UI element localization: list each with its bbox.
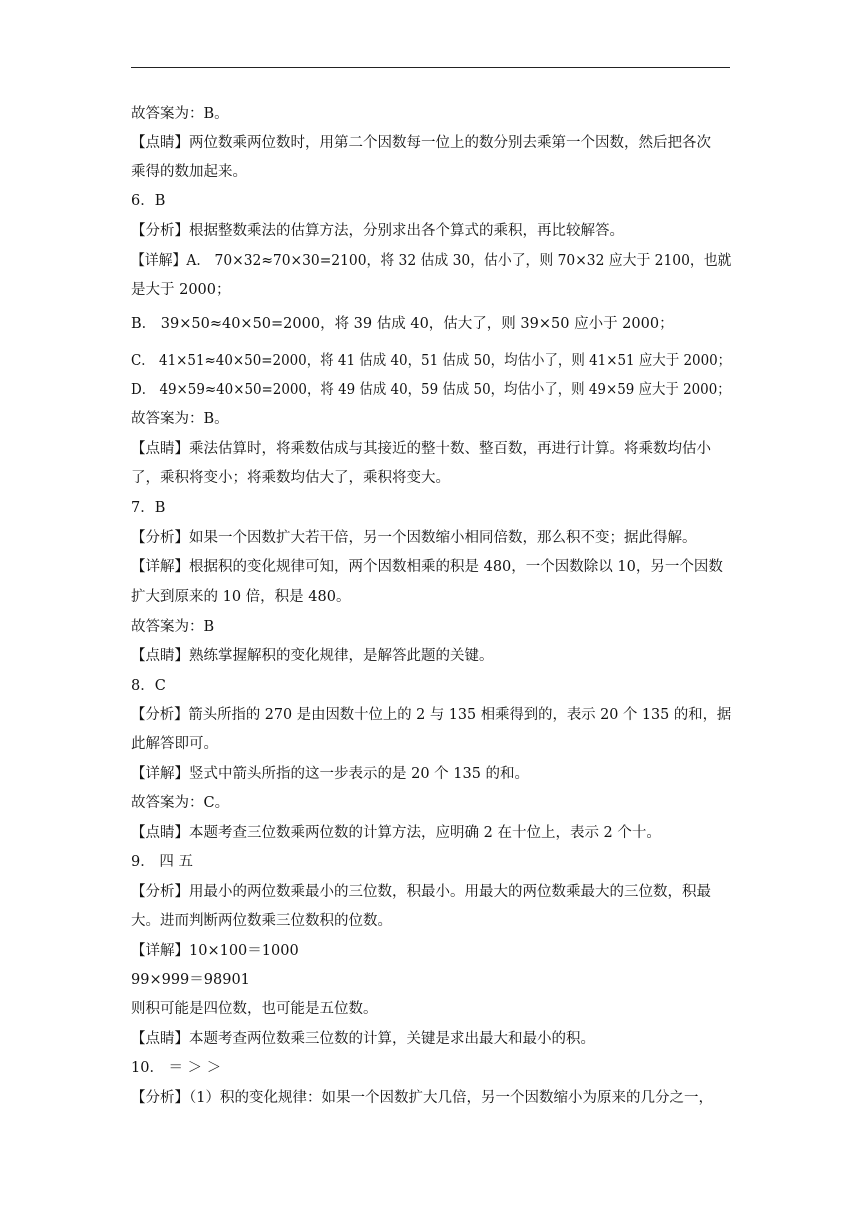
text-line: 9． 四 五 bbox=[131, 854, 193, 870]
text-line: 【分析】箭头所指的 270 是由因数十位上的 2 与 135 相乘得到的，表示 20 个 135 的和，据 bbox=[131, 707, 732, 723]
text-line: 【分析】根据整数乘法的估算方法，分别求出各个算式的乘积，再比较解答。 bbox=[131, 223, 624, 239]
text-line: 【点睛】熟练掌握解积的变化规律，是解答此题的关键。 bbox=[131, 648, 494, 664]
text-line: 了，乘积将变小；将乘数均估大了，乘积将变大。 bbox=[131, 470, 450, 486]
text-line: D． 49×59≈40×50=2000，将 49 估成 40，59 估成 50，均估小了，则 49×59 应大于 2000； bbox=[131, 382, 731, 398]
text-line: 故答案为：B。 bbox=[131, 106, 229, 122]
text-line: 【详解】A． 70×32≈70×30=2100，将 32 估成 30，估小了，则 70×32 应大于 2100，也就 bbox=[131, 253, 732, 269]
text-line: 【分析】（1）积的变化规律：如果一个因数扩大几倍，另一个因数缩小为原来的几分之一， bbox=[131, 1090, 713, 1106]
text-line: 【分析】用最小的两位数乘最小的三位数，积最小。用最大的两位数乘最大的三位数，积最 bbox=[131, 884, 711, 900]
text-line: 故答案为：B bbox=[131, 619, 215, 635]
text-line: 6．B bbox=[131, 193, 166, 209]
text-line: 则积可能是四位数，也可能是五位数。 bbox=[131, 1001, 378, 1017]
header-rule bbox=[131, 67, 730, 68]
text-line: 99×999＝98901 bbox=[131, 972, 250, 988]
text-line: 【详解】竖式中箭头所指的这一步表示的是 20 个 135 的和。 bbox=[131, 766, 530, 782]
text-line: C． 41×51≈40×50=2000，将 41 估成 40，51 估成 50，均估小了，则 41×51 应大于 2000； bbox=[131, 353, 732, 369]
text-line: 【点睛】本题考查三位数乘两位数的计算方法，应明确 2 在十位上，表示 2 个十。 bbox=[131, 825, 661, 841]
text-line: B． 39×50≈40×50=2000，将 39 估成 40，估大了，则 39×50 应小于 2000； bbox=[131, 316, 674, 332]
text-line: 【点睛】乘法估算时，将乘数估成与其接近的整十数、整百数，再进行计算。将乘数均估小 bbox=[131, 441, 711, 457]
text-line: 此解答即可。 bbox=[131, 736, 218, 752]
text-line: 【详解】根据积的变化规律可知，两个因数相乘的积是 480，一个因数除以 10，另一个因数 bbox=[131, 559, 723, 575]
text-line: 大。进而判断两位数乘三位数积的位数。 bbox=[131, 913, 392, 929]
text-line: 故答案为：C。 bbox=[131, 795, 230, 811]
text-line: 扩大到原来的 10 倍，积是 480。 bbox=[131, 589, 351, 605]
text-line: 是大于 2000； bbox=[131, 282, 231, 298]
text-line: 【分析】如果一个因数扩大若干倍，另一个因数缩小相同倍数，那么积不变；据此得解。 bbox=[131, 530, 697, 546]
text-line: 乘得的数加起来。 bbox=[131, 164, 247, 180]
text-line: 故答案为：B。 bbox=[131, 411, 229, 427]
text-line: 8．C bbox=[131, 678, 166, 694]
text-line: 7．B bbox=[131, 500, 166, 516]
text-line: 10． ＝ ＞ ＞ bbox=[131, 1060, 222, 1076]
text-line: 【点睛】两位数乘两位数时，用第二个因数每一位上的数分别去乘第一个因数，然后把各次 bbox=[131, 135, 711, 151]
text-line: 【详解】10×100＝1000 bbox=[131, 943, 299, 959]
text-line: 【点睛】本题考查两位数乘三位数的计算，关键是求出最大和最小的积。 bbox=[131, 1031, 595, 1047]
